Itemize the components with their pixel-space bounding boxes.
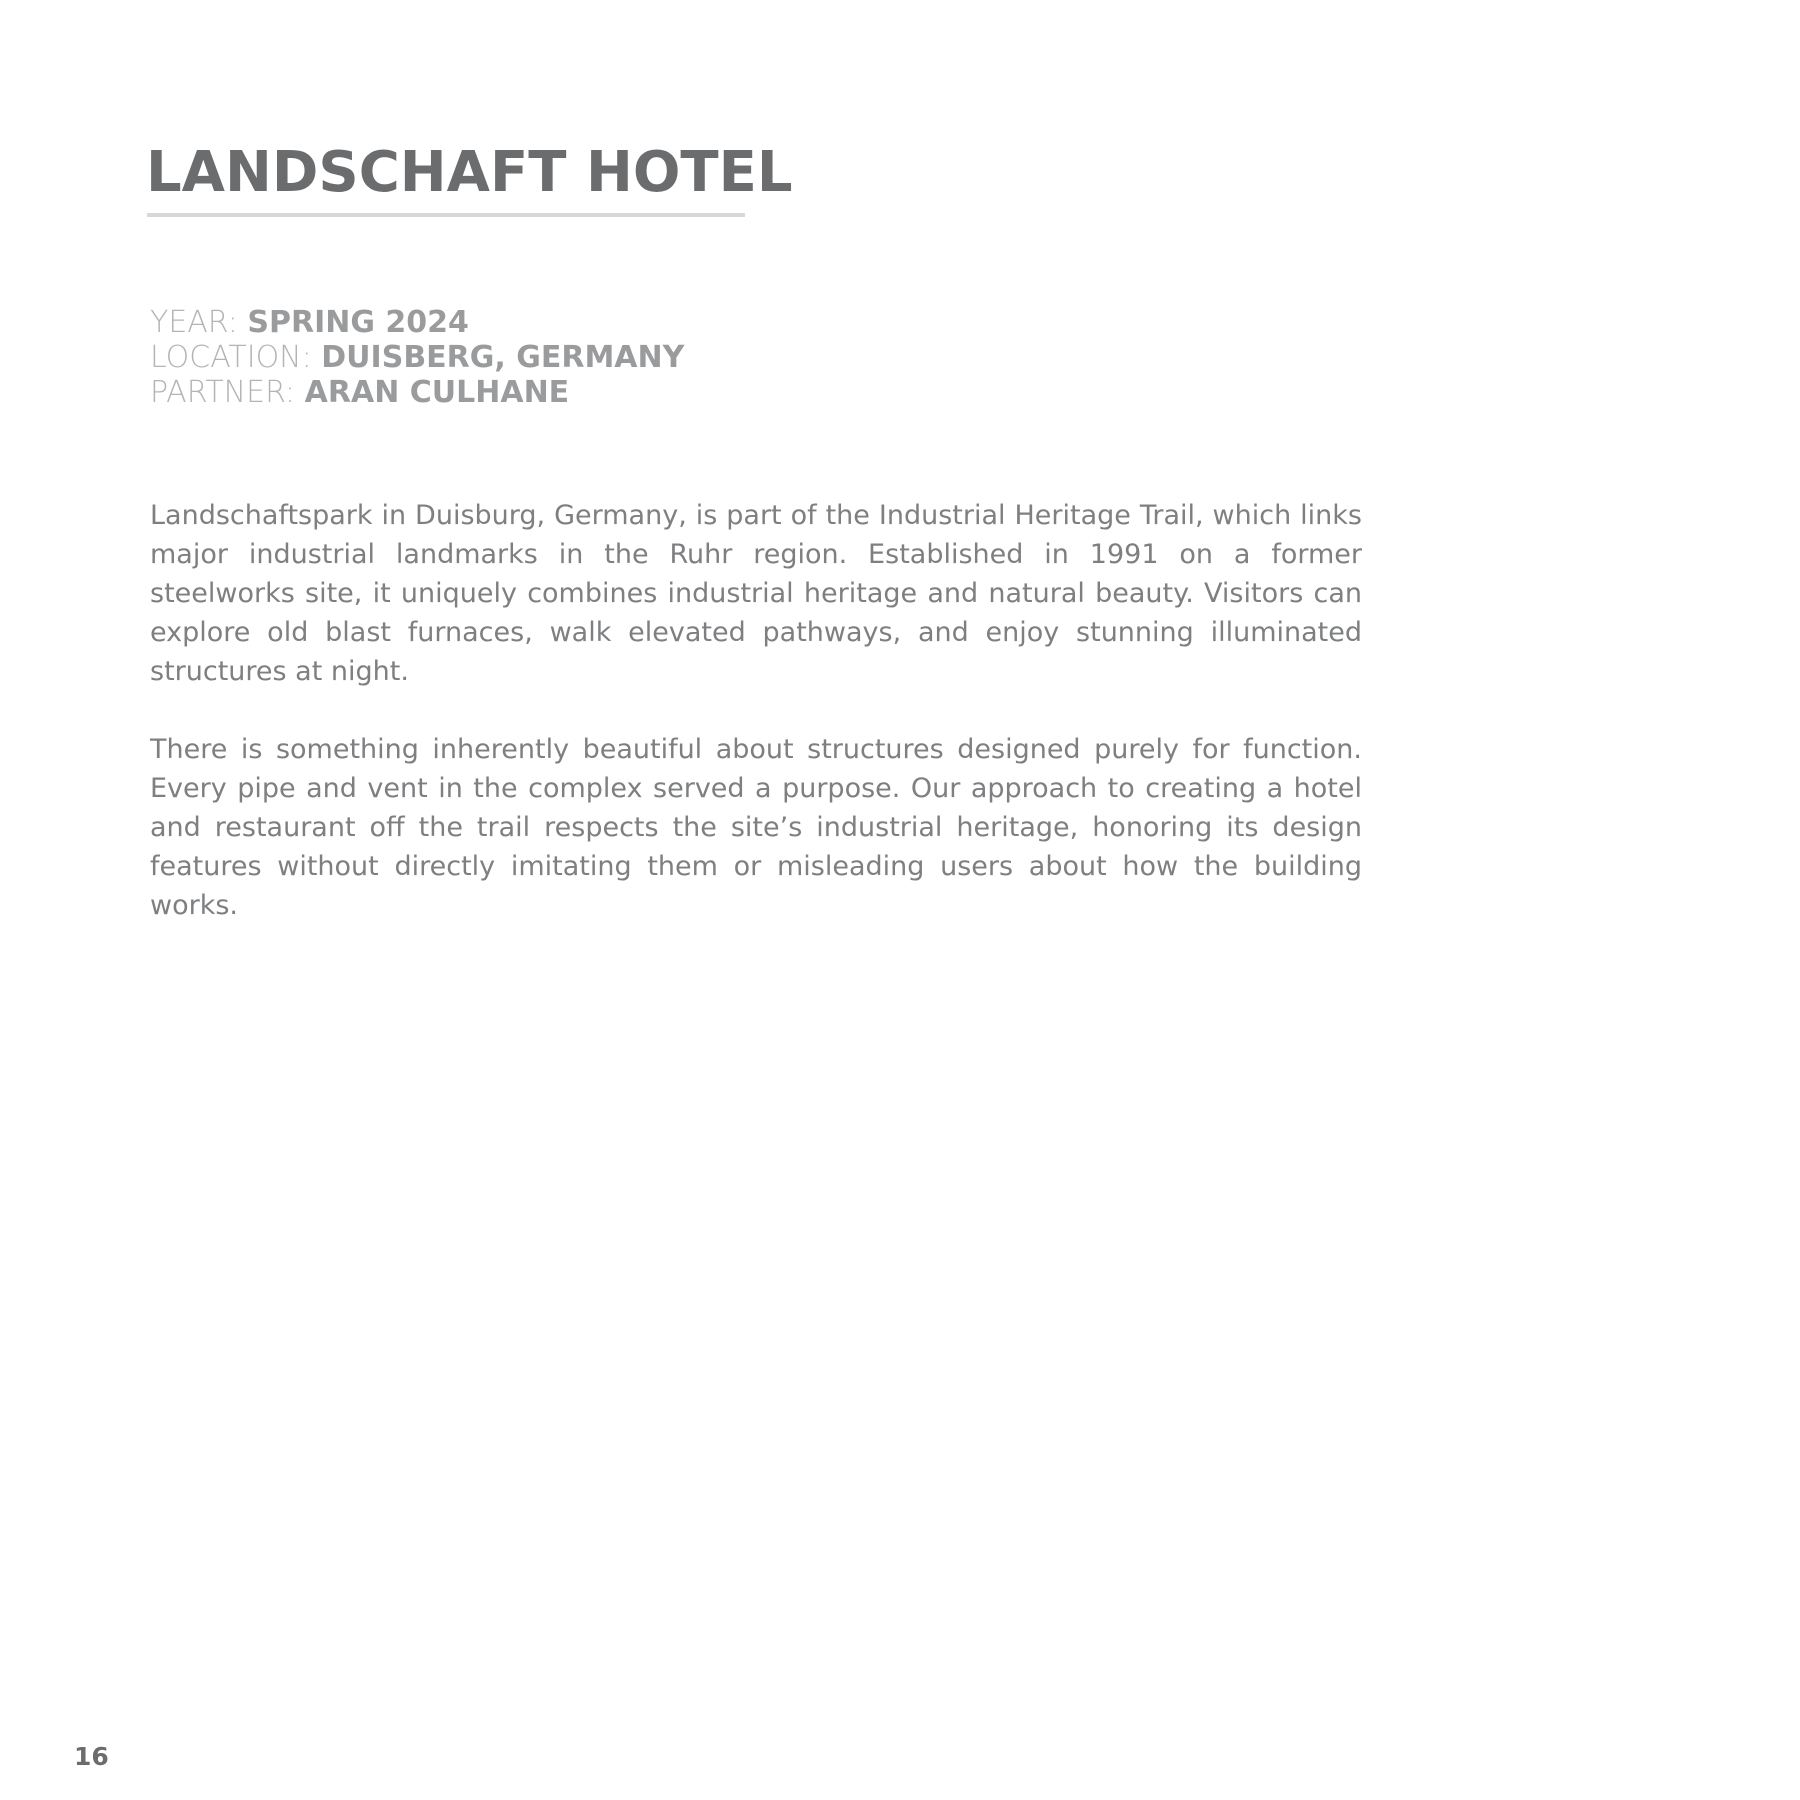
meta-location-label: LOCATION: — [150, 340, 312, 375]
page-title: LANDSCHAFT HOTEL — [146, 140, 793, 205]
page-number: 16 — [74, 1742, 109, 1771]
title-underline — [147, 213, 745, 217]
project-meta — [150, 305, 684, 410]
meta-partner-label: PARTNER: — [150, 375, 296, 410]
meta-partner-value: ARAN CULHANE — [304, 375, 570, 410]
description-paragraph: There is something inherently beautiful about structures designed purely for function. Every pipe and vent in the complex served a purpose. Our approach to creating a hotel and restaurant off the trail respects the site’s industrial heritage, honoring its design features without directly imitating them or misleading users about how the building works. — [150, 734, 1362, 921]
meta-location-row — [150, 340, 684, 375]
description-paragraph: Landschaftspark in Duisburg, Germany, is part of the Industrial Heritage Trail, which links major industrial landmarks in the Ruhr region. Established in 1991 on a former steelworks site, it uniquely combines industrial heritage and natural beauty. Visitors can explore old blast furnaces, walk elevated pathways, and enjoy stunning illuminated structures at night. — [150, 500, 1362, 687]
meta-partner-row — [150, 375, 684, 410]
meta-year-row — [150, 305, 684, 340]
meta-year-label: YEAR: — [150, 305, 238, 340]
meta-location-value: DUISBERG, GERMANY — [321, 340, 685, 375]
project-description — [150, 496, 1362, 964]
meta-year-value: SPRING 2024 — [247, 305, 469, 340]
